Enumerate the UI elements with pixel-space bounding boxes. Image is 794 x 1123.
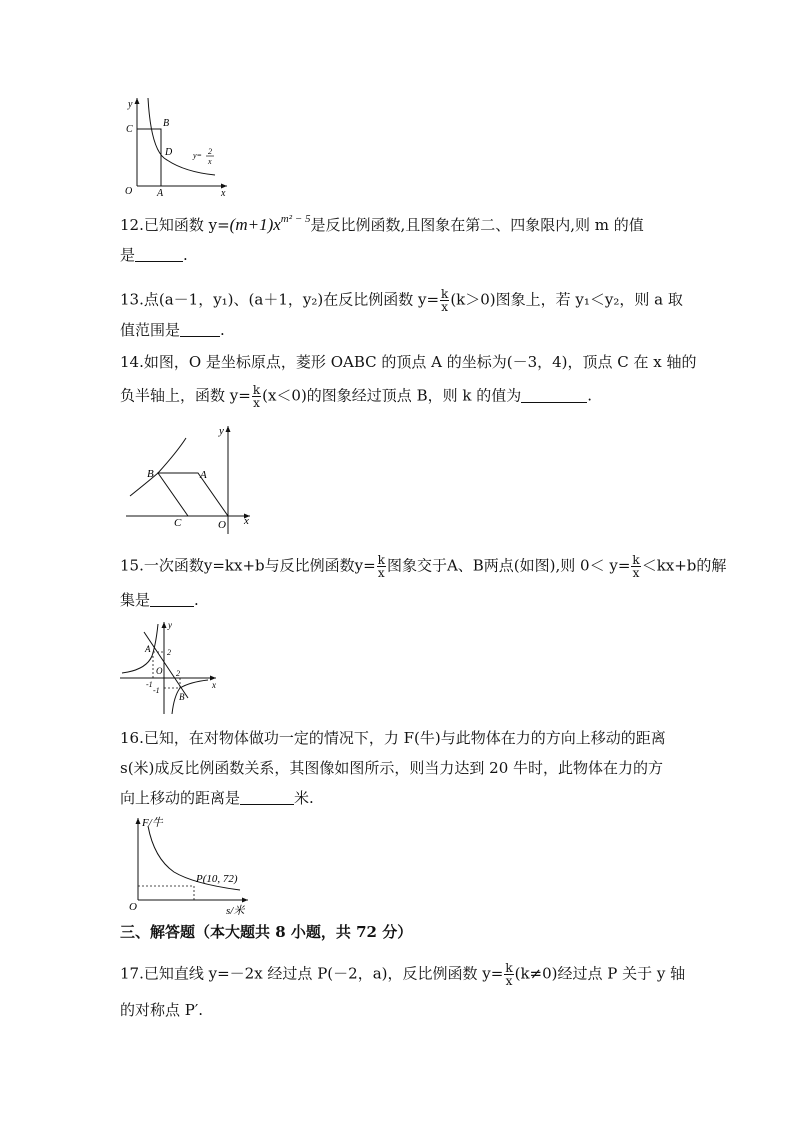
figure-q14 bbox=[122, 422, 262, 534]
question-13-line-2: 值范围是 . bbox=[120, 321, 225, 339]
label-c: C bbox=[174, 517, 182, 529]
label-2-y: 2 bbox=[167, 648, 171, 657]
formula-numerator: 2 bbox=[208, 147, 212, 156]
fraction-k-over-x: $\frac{k}{x}$ bbox=[377, 553, 385, 580]
label-o: O bbox=[129, 901, 137, 913]
label-neg1-x: -1 bbox=[146, 680, 153, 689]
fraction-k-over-x-2: $\frac{k}{x}$ bbox=[632, 553, 640, 580]
question-16-line-3: 向上移动的距离是 米. bbox=[120, 789, 314, 807]
fraction-k-over-x: $\frac{k}{x}$ bbox=[441, 287, 449, 314]
rectangle-cb-ba bbox=[137, 129, 161, 186]
label-x: x bbox=[212, 680, 216, 690]
label-a: A bbox=[157, 188, 164, 196]
label-f-axis: F/牛 bbox=[142, 817, 163, 829]
label-a: A bbox=[200, 469, 207, 481]
y-arrow-icon bbox=[226, 426, 231, 432]
fraction-k-over-x: $\frac{k}{x}$ bbox=[252, 383, 261, 410]
label-point-p: P(10, 72) bbox=[196, 873, 238, 885]
y-arrow-icon bbox=[162, 622, 167, 628]
label-neg1-y: -1 bbox=[153, 686, 160, 695]
fraction-k-over-x: $\frac{k}{x}$ bbox=[505, 961, 513, 988]
label-x: x bbox=[221, 188, 226, 196]
figure-q15 bbox=[118, 618, 222, 716]
question-15-line-1: 15.一次函数y=kx+b与反比例函数y= $\frac{k}{x}$ 图象交于A、B两点(如图),则 0＜ y= $\frac{k}{x}$ ＜kx+b的解 bbox=[120, 553, 727, 580]
label-b: B bbox=[179, 692, 185, 702]
answer-blank[interactable] bbox=[521, 390, 587, 403]
figure-q16 bbox=[128, 814, 252, 918]
label-o: O bbox=[156, 666, 163, 676]
label-y: y bbox=[128, 99, 133, 110]
answer-blank[interactable] bbox=[180, 324, 220, 337]
label-2-x: 2 bbox=[176, 669, 180, 678]
label-b: B bbox=[147, 468, 154, 480]
label-y: y bbox=[219, 425, 224, 437]
answer-blank[interactable] bbox=[240, 792, 294, 805]
y-arrow-icon bbox=[136, 818, 141, 824]
label-s-axis: s/米 bbox=[226, 905, 245, 917]
rhombus-oabc bbox=[158, 473, 228, 516]
y-arrow-icon bbox=[135, 98, 140, 104]
answer-blank[interactable] bbox=[135, 249, 183, 262]
answer-blank[interactable] bbox=[150, 594, 194, 607]
label-x: x bbox=[244, 515, 249, 527]
formula-denominator: x bbox=[208, 157, 212, 166]
question-17-line-1: 17.已知直线 y=－2x 经过点 P(－2，a)，反比例函数 y= $\frac{k}{x}$ (k≠0)经过点 P 关于 y 轴 bbox=[120, 961, 686, 988]
hyperbola-curve bbox=[148, 98, 215, 175]
question-14-line-1: 14.如图，O 是坐标原点，菱形 OABC 的顶点 A 的坐标为(－3，4)，顶点 C 在 x 轴的 bbox=[120, 353, 697, 371]
figure-q11 bbox=[115, 92, 235, 196]
label-c: C bbox=[126, 124, 133, 135]
question-17-line-2: 的对称点 P′. bbox=[120, 1001, 204, 1019]
question-13-line-1: 13.点(a－1，y₁)、(a＋1，y₂)在反比例函数 y= $\frac{k}{x}$ (k＞0)图象上，若 y₁＜y₂，则 a 取 bbox=[120, 287, 683, 314]
label-b: B bbox=[163, 118, 170, 129]
hyperbola-curve bbox=[130, 438, 186, 496]
question-12-line-1: 12.已知函数 $y=(m+1)x^{m^2 - 5}$是反比例函数,且图象在第二、四象限内,则 m 的值 bbox=[120, 213, 644, 234]
label-o: O bbox=[125, 186, 133, 196]
section-heading: 三、解答题（本大题共 8 小题，共 72 分） bbox=[120, 923, 413, 941]
label-o: O bbox=[218, 519, 226, 531]
hyperbola-branch-4 bbox=[172, 680, 208, 714]
question-16-line-2: s(米)成反比例函数关系，其图像如图所示，则当力达到 20 牛时，此物体在力的方 bbox=[120, 759, 664, 777]
label-d: D bbox=[165, 147, 173, 158]
question-12-line-2: 是 . bbox=[120, 246, 188, 264]
x-arrow-icon bbox=[242, 898, 248, 903]
formula-prefix: y= bbox=[193, 151, 202, 160]
question-15-line-2: 集是 . bbox=[120, 591, 199, 609]
label-a: A bbox=[145, 644, 151, 654]
question-16-line-1: 16.已知，在对物体做功一定的情况下，力 F(牛)与此物体在力的方向上移动的距离 bbox=[120, 729, 666, 747]
label-y: y bbox=[168, 620, 172, 630]
question-14-line-2: 负半轴上，函数 y= $\frac{k}{x}$ (x＜0)的图象经过顶点 B，则 k 的值为 . bbox=[120, 383, 592, 410]
